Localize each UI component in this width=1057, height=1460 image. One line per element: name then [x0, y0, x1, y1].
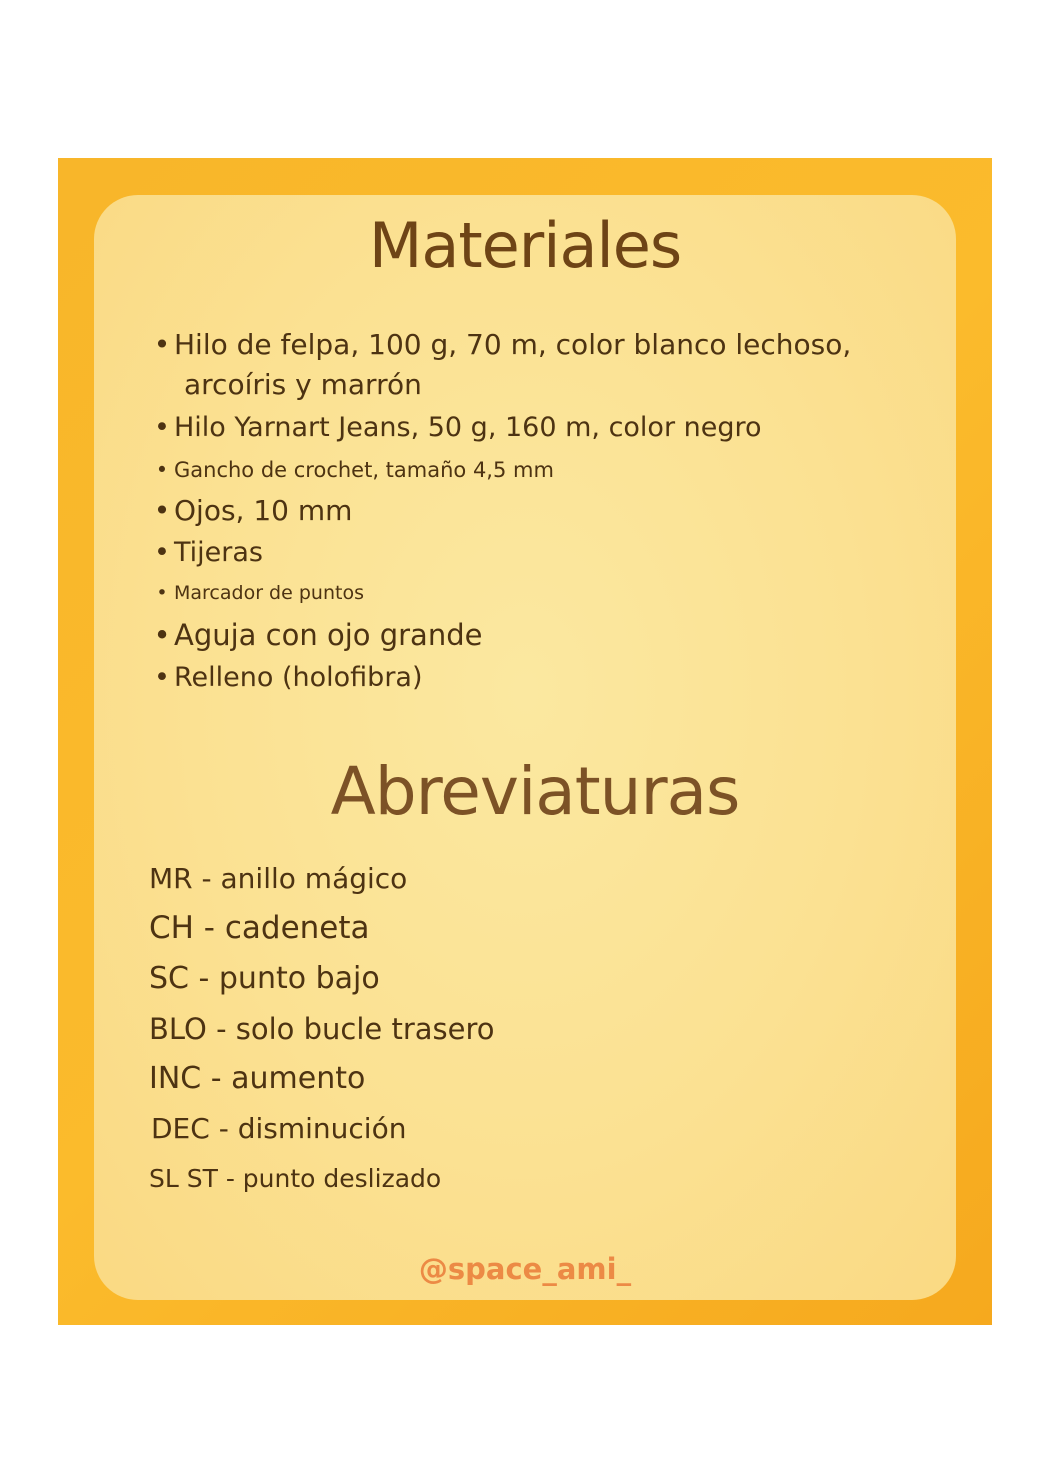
bullet-icon: •	[154, 412, 170, 443]
list-item: • Relleno (holofibra)	[150, 659, 423, 697]
list-item: • Marcador de puntos	[150, 579, 364, 607]
list-item: • Ojos, 10 mm	[150, 492, 352, 530]
list-item: DEC - disminución	[151, 1112, 407, 1145]
bullet-icon: •	[153, 494, 171, 527]
bullet-icon: •	[153, 618, 171, 652]
bullet-icon: •	[153, 328, 171, 361]
list-item: • Hilo de felpa, 100 g, 70 m, color blanco lechoso, arcoíris y marrón	[150, 325, 851, 405]
list-item: INC - aumento	[149, 1061, 366, 1096]
list-item: MR - anillo mágico	[149, 862, 408, 895]
bullet-icon: •	[156, 582, 168, 604]
list-item: • Gancho de crochet, tamaño 4,5 mm	[150, 455, 554, 485]
list-item: SL ST - punto deslizado	[149, 1164, 442, 1193]
list-item: BLO - solo bucle trasero	[149, 1012, 495, 1046]
list-item: • Aguja con ojo grande	[150, 615, 482, 655]
watermark-handle: @space_ami_	[418, 1252, 632, 1286]
abbreviations-title: Abreviaturas	[330, 753, 740, 830]
list-item: CH - cadeneta	[149, 910, 370, 946]
materials-title: Materiales	[368, 209, 682, 282]
list-item: • Hilo Yarnart Jeans, 50 g, 160 m, color negro	[150, 409, 762, 447]
list-item: • Tijeras	[150, 534, 263, 572]
list-item: SC - punto bajo	[149, 961, 380, 996]
bullet-icon: •	[154, 537, 170, 568]
bullet-icon: •	[155, 458, 169, 482]
bullet-icon: •	[154, 662, 170, 693]
